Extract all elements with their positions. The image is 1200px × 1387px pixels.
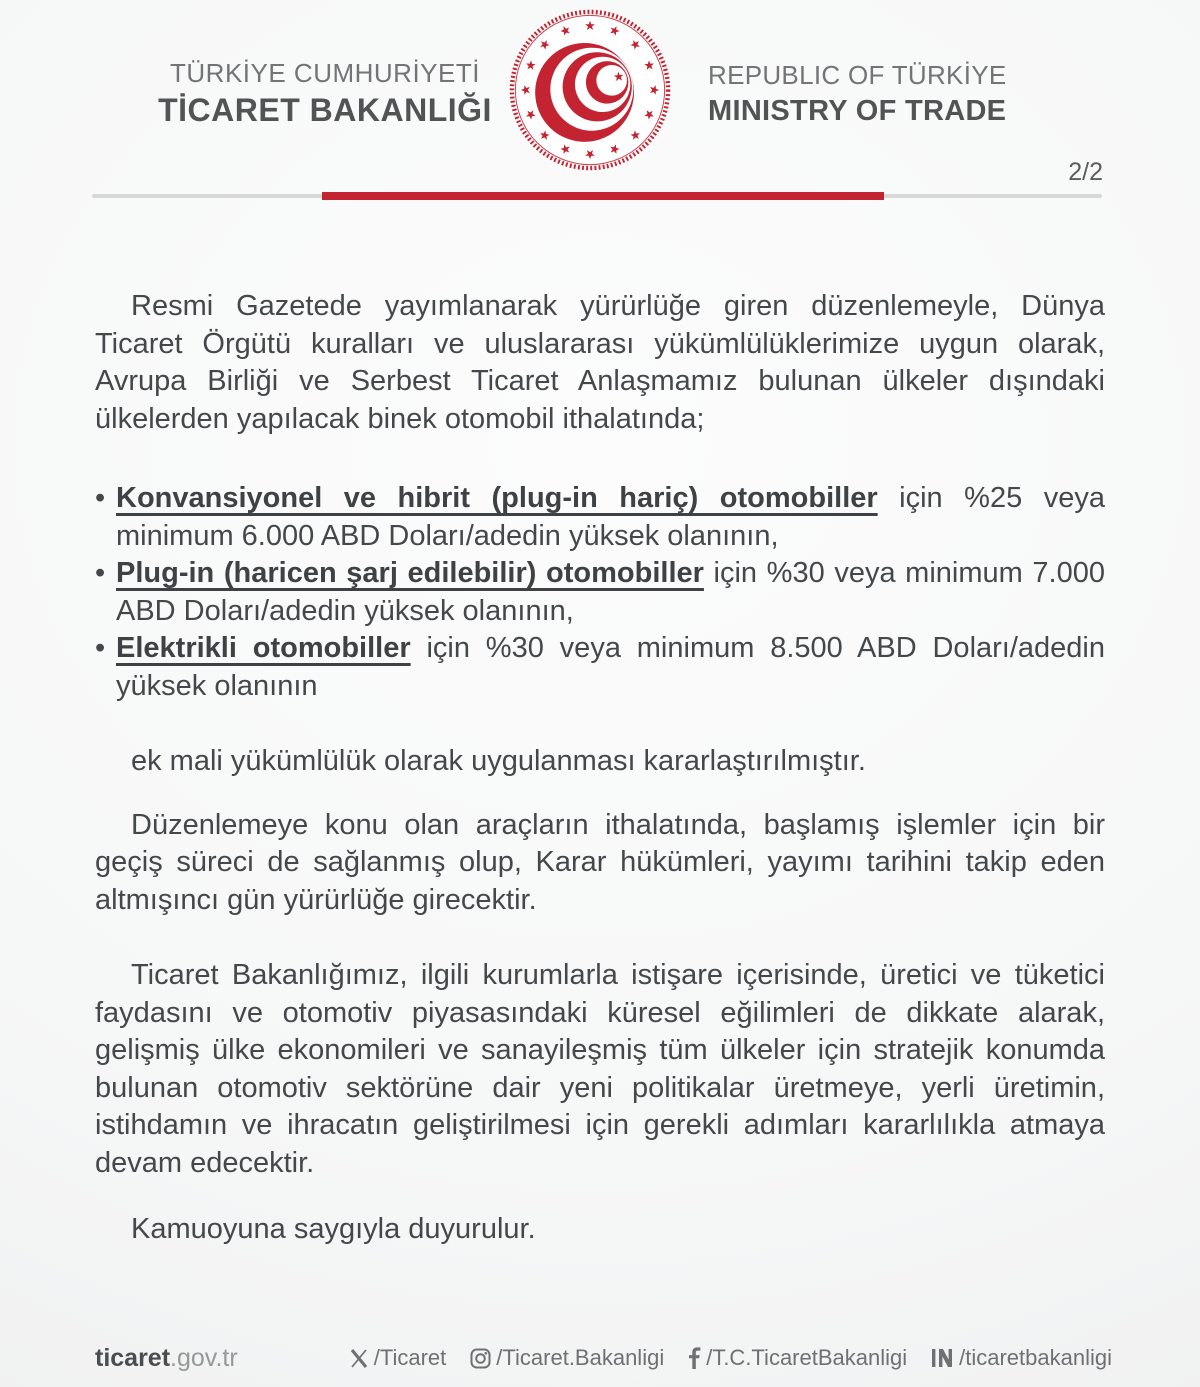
social-link-instagram[interactable] [470,1345,664,1371]
facebook-icon [688,1347,701,1369]
header-country-tr: TÜRKİYE CUMHURİYETİ [170,58,480,88]
ministry-of-trade-logo-icon [506,6,674,174]
header-title-english [708,60,1038,128]
social-handle: /T.C.TicaretBakanligi [706,1345,908,1370]
bullet-title: Elektrikli otomobiller [116,632,411,664]
social-handle: /Ticaret.Bakanligi [496,1345,665,1370]
list-item-electric [95,630,1105,705]
header-divider-accent [322,192,884,200]
header-country-en: REPUBLIC OF TÜRKİYE [708,60,1007,90]
social-link-nsosyal[interactable] [931,1345,1112,1371]
nsosyal-icon [931,1348,954,1368]
bullet-text: için %30 veya minimum 7.000 ABD Doları/adedin yüksek olanının, [116,557,1105,627]
x-icon [349,1348,369,1369]
paragraph-transition: Düzenlemeye konu olan araçların ithalatında, başlamış işlemler için bir geçiş süreci de sağlanmış olup, Karar hükümleri, yayımı tarihini takip eden altmışıncı gün yürürlüğe girecektir. [95,808,1105,916]
header-title-turkish [130,58,520,129]
bullet-text: için %25 veya minimum 6.000 ABD Doları/adedin yüksek olanının, [116,482,1105,552]
paragraph-closing: Kamuoyuna saygıyla duyurulur. [131,1213,536,1245]
bullet-text: için %30 veya minimum 8.500 ABD Doları/adedin yüksek olanının [116,632,1105,702]
bullet-title: Konvansiyonel ve hibrit (plug-in hariç) otomobiller [116,482,878,514]
social-handle: /ticaretbakanligi [959,1345,1112,1370]
header-ministry-en: MINISTRY OF TRADE [708,95,1007,127]
list-item-conventional-hybrid [95,480,1105,555]
bullet-title: Plug-in (haricen şarj edilebilir) otomobiller [116,557,704,589]
header-ministry-tr: TİCARET BAKANLIĞI [158,92,492,128]
duty-list [95,480,1105,705]
header-divider [92,194,1102,198]
instagram-icon [470,1348,491,1369]
footer [95,1336,1112,1380]
paragraph-intro: Resmi Gazetede yayımlanarak yürürlüğe giren düzenlemeyle, Dünya Ticaret Örgütü kuralları ve uluslararası yükümlülüklerimize uygun olarak, Avrupa Birliği ve Serbest Ticaret Anlaşmamız bulunan ülkeler dışındaki ülkelerden yapılacak binek otomobil ithalatında; [95,290,1105,435]
social-link-x[interactable] [349,1345,447,1371]
page-indicator: 2/2 [1068,158,1103,186]
website-tld: .gov.tr [170,1343,238,1372]
social-handle: /Ticaret [373,1345,447,1370]
website-link[interactable] [95,1344,238,1373]
paragraph-conclusion: ek mali yükümlülük olarak uygulanması kararlaştırılmıştır. [131,745,866,777]
social-links [349,1345,1112,1371]
website-domain: ticaret [95,1343,171,1372]
list-item-plug-in [95,555,1105,630]
announcement-body [95,288,1105,1249]
paragraph-policy: Ticaret Bakanlığımız, ilgili kurumlarla istişare içerisinde, üretici ve tüketici faydasını ve otomotiv piyasasındaki küresel eğilimleri de dikkate alarak, gelişmiş ülke ekonomileri ve sanayileşmiş tüm ülkeler için stratejik konumda bulunan otomotiv sektörüne dair yeni politikalar üretmeye, yerli üretimin, istihdamın ve ihracatın geliştirilmesi için gerekli adımları kararlılıkla atmaya devam edecektir. [95,959,1105,1179]
social-link-facebook[interactable] [688,1345,907,1371]
